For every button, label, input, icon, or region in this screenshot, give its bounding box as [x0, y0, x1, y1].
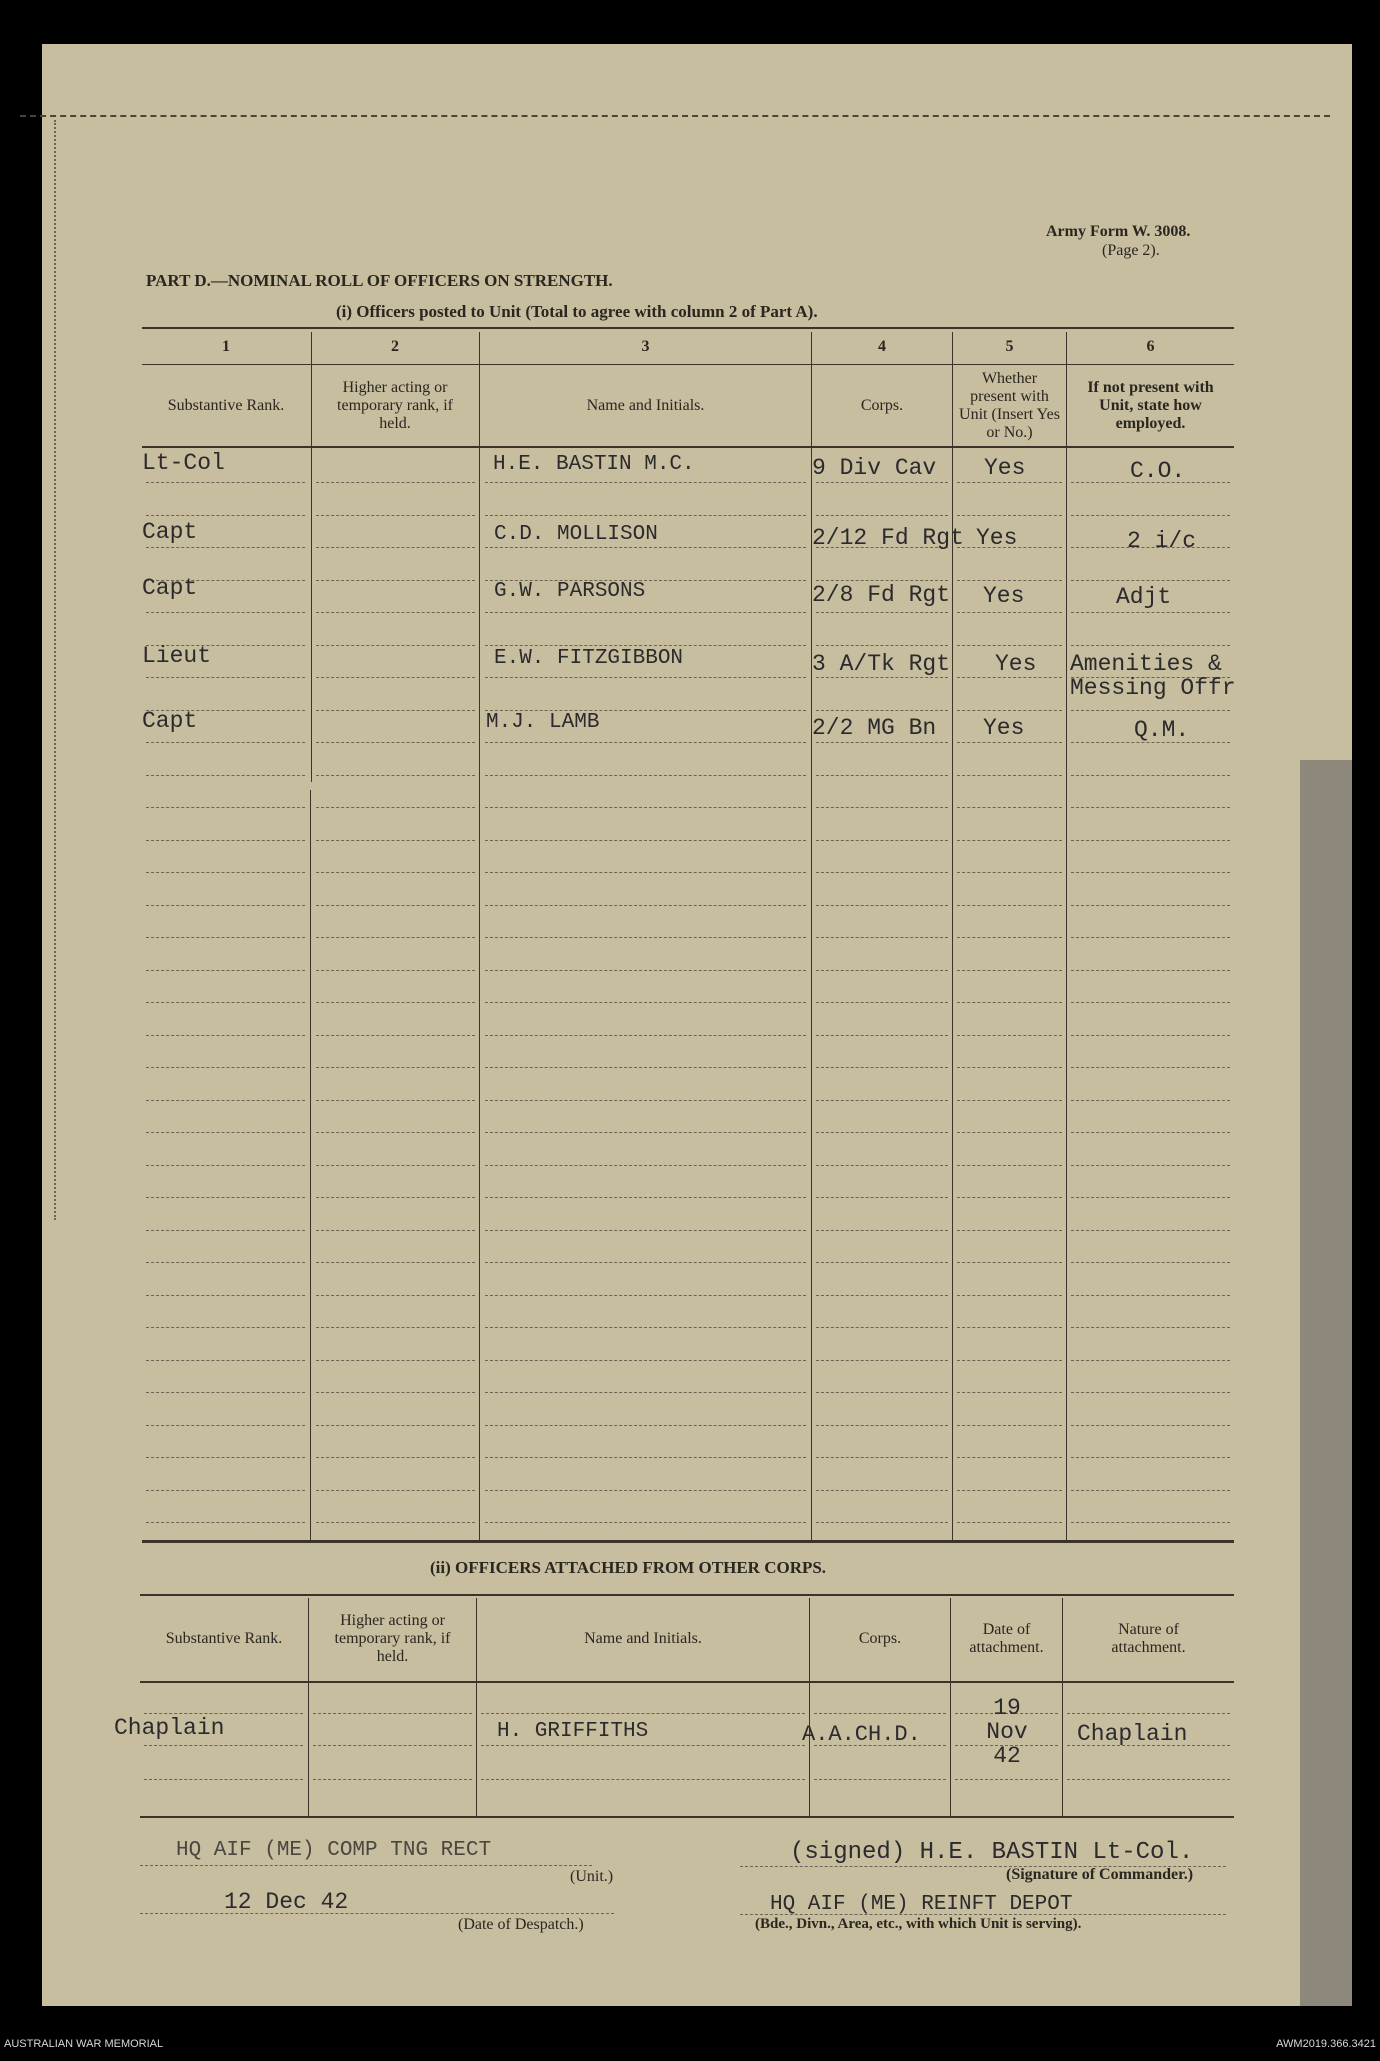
- row2-rank: Capt: [142, 519, 198, 545]
- table1-rule: [316, 1165, 475, 1166]
- table1-rule: [957, 872, 1062, 873]
- table1-rule: [316, 1230, 475, 1231]
- table1-rule: [485, 1490, 806, 1491]
- table1-rule: [816, 1165, 948, 1166]
- row3-name: G.W. PARSONS: [494, 580, 646, 603]
- table1-header-rule: [142, 446, 1234, 448]
- table1-rule: [816, 1132, 948, 1133]
- table1-rule: [316, 580, 475, 581]
- table1-rule: [816, 677, 948, 678]
- table1-rule: [957, 1100, 1062, 1101]
- table1-rule: [957, 1197, 1062, 1198]
- table1-rule: [1071, 1360, 1230, 1361]
- table1-vline-4: [952, 332, 953, 1540]
- row2-employed: 2 i/c: [1127, 528, 1197, 554]
- table1-rule: [146, 1262, 305, 1263]
- table1-rule: [957, 515, 1062, 516]
- table1-rule: [816, 1002, 948, 1003]
- t2-header-higher-rank: Higher acting or temporary rank, if held.: [334, 1612, 451, 1665]
- table1-rule: [146, 905, 305, 906]
- table1-rule: [816, 612, 948, 613]
- t2-header-nature: Nature of attachment.: [1111, 1621, 1186, 1656]
- table1-rule: [816, 937, 948, 938]
- table1-vline-2: [479, 332, 480, 1540]
- col-number-1: 1: [222, 338, 230, 355]
- table1-rule: [816, 1100, 948, 1101]
- table2-bottom-rule: [140, 1816, 1234, 1818]
- table1-rule: [816, 807, 948, 808]
- table1-rule: [485, 1262, 806, 1263]
- header-present: Whether present with Unit (Insert Yes or No.): [959, 370, 1060, 441]
- row3-present: Yes: [983, 583, 1025, 609]
- table1-rule: [316, 807, 475, 808]
- right-shadow: [1300, 760, 1352, 2006]
- table1-rule: [1071, 1327, 1230, 1328]
- table1-rule: [485, 1002, 806, 1003]
- table2-rule: [144, 1779, 303, 1780]
- table2-header-rule: [140, 1681, 1234, 1683]
- table1-rule: [816, 1457, 948, 1458]
- table1-rule: [316, 775, 475, 776]
- table1-rule: [485, 677, 806, 678]
- table1-rule: [316, 1490, 475, 1491]
- table1-rule: [816, 970, 948, 971]
- row4-employed: Amenities & Messing Offr: [1070, 651, 1236, 701]
- table1-number-rule: [142, 364, 1234, 365]
- table1-rule: [485, 482, 806, 483]
- table1-rule: [316, 872, 475, 873]
- col-number-2: 2: [391, 338, 399, 355]
- table1-rule: [1071, 1035, 1230, 1036]
- despatch-date-label: (Date of Despatch.): [458, 1916, 584, 1933]
- table2-rule: [814, 1713, 946, 1714]
- table2-rule: [313, 1713, 472, 1714]
- table1-rule: [816, 515, 948, 516]
- table1-rule: [1071, 1490, 1230, 1491]
- row3-corps: 2/8 Fd Rgt: [812, 582, 951, 608]
- table1-rule: [146, 807, 305, 808]
- t2-row1-corps: A.A.CH.D.: [802, 1722, 921, 1747]
- row2-corps: 2/12 Fd Rgt: [812, 525, 964, 551]
- table1-rule: [146, 547, 305, 548]
- table1-rule: [485, 742, 806, 743]
- t2-row1-date: 19 Nov 42: [986, 1695, 1028, 1769]
- unit-label: (Unit.): [570, 1868, 614, 1885]
- row5-rank: Capt: [142, 708, 198, 734]
- table1-rule: [316, 1295, 475, 1296]
- table1-rule: [146, 1002, 305, 1003]
- table2-rule: [144, 1713, 303, 1714]
- table1-rule: [316, 840, 475, 841]
- table1-rule: [146, 482, 305, 483]
- header-corps: Corps.: [860, 397, 904, 414]
- table1-rule: [316, 1425, 475, 1426]
- table1-rule: [316, 1262, 475, 1263]
- table2-rule: [313, 1745, 472, 1746]
- perforation-line: [20, 115, 1330, 117]
- table1-rule: [146, 612, 305, 613]
- table1-rule: [146, 1490, 305, 1491]
- table1-rule: [957, 807, 1062, 808]
- table1-rule: [816, 645, 948, 646]
- table1-rule: [316, 1132, 475, 1133]
- table1-rule: [485, 1457, 806, 1458]
- table1-rule: [316, 1100, 475, 1101]
- table1-rule: [316, 1392, 475, 1393]
- table1-rule: [316, 970, 475, 971]
- table1-rule: [1071, 905, 1230, 906]
- table1-rule: [485, 1165, 806, 1166]
- table1-rule: [316, 677, 475, 678]
- table1-rule: [146, 1197, 305, 1198]
- table1-rule: [957, 677, 1062, 678]
- row4-corps: 3 A/Tk Rgt: [812, 651, 951, 677]
- table1-rule: [957, 775, 1062, 776]
- table1-rule: [1071, 515, 1230, 516]
- table1-rule: [816, 1327, 948, 1328]
- row1-present: Yes: [984, 455, 1026, 481]
- row3-employed: Adjt: [1116, 584, 1172, 610]
- table1-rule: [1071, 1197, 1230, 1198]
- table1-rule: [146, 937, 305, 938]
- table1-rule: [816, 1360, 948, 1361]
- table1-rule: [316, 1002, 475, 1003]
- table1-rule: [146, 1522, 305, 1523]
- table1-rule: [146, 742, 305, 743]
- table1-rule: [146, 1230, 305, 1231]
- table1-rule: [816, 840, 948, 841]
- row4-name: E.W. FITZGIBBON: [494, 647, 684, 670]
- table1-rule: [957, 1002, 1062, 1003]
- table1-rule: [316, 1197, 475, 1198]
- section2-title: (ii) OFFICERS ATTACHED FROM OTHER CORPS.: [430, 1558, 827, 1577]
- unit-rule: [140, 1865, 592, 1866]
- table1-bottom-rule: [142, 1540, 1234, 1543]
- table1-rule: [146, 872, 305, 873]
- table1-rule: [957, 580, 1062, 581]
- t2-header-corps: Corps.: [858, 1630, 902, 1647]
- table1-rule: [957, 1457, 1062, 1458]
- row5-name: M.J. LAMB: [486, 711, 600, 734]
- table1-rule: [485, 840, 806, 841]
- table1-rule: [957, 645, 1062, 646]
- table1-rule: [485, 1197, 806, 1198]
- table1-rule: [316, 1457, 475, 1458]
- col-number-5: 5: [1005, 338, 1014, 355]
- table1-rule: [316, 612, 475, 613]
- t2-header-date: Date of attachment.: [969, 1621, 1044, 1656]
- table1-rule: [957, 937, 1062, 938]
- table1-rule: [485, 1035, 806, 1036]
- table1-rule: [316, 1360, 475, 1361]
- table1-rule: [146, 1327, 305, 1328]
- table1-rule: [957, 1522, 1062, 1523]
- bde-rule: [740, 1914, 1226, 1915]
- table1-rule: [316, 1327, 475, 1328]
- table1-rule: [485, 1295, 806, 1296]
- table1-rule: [816, 742, 948, 743]
- table2-rule: [481, 1713, 805, 1714]
- table1-rule: [1071, 1262, 1230, 1263]
- table1-top-rule: [142, 327, 1234, 329]
- table1-rule: [146, 970, 305, 971]
- table1-rule: [485, 937, 806, 938]
- table1-rule: [1071, 645, 1230, 646]
- table2-rule: [1067, 1713, 1230, 1714]
- table1-rule: [485, 515, 806, 516]
- row5-present: Yes: [983, 715, 1025, 741]
- table1-rule: [485, 612, 806, 613]
- table1-rule: [485, 1522, 806, 1523]
- header-name-initials: Name and Initials.: [586, 397, 705, 414]
- table1-rule: [957, 710, 1062, 711]
- table1-rule: [1071, 710, 1230, 711]
- table1-rule: [316, 710, 475, 711]
- row5-corps: 2/2 MG Bn: [812, 715, 937, 741]
- table1-rule: [146, 1457, 305, 1458]
- table2-rule: [481, 1779, 805, 1780]
- table1-rule: [816, 905, 948, 906]
- table1-rule: [816, 710, 948, 711]
- col-number-3: 3: [641, 338, 650, 355]
- unit-value: HQ AIF (ME) COMP TNG RECT: [176, 1839, 492, 1862]
- t2-header-rank: Substantive Rank.: [165, 1630, 283, 1647]
- table1-rule: [816, 1392, 948, 1393]
- table1-rule: [485, 1425, 806, 1426]
- table1-rule: [816, 872, 948, 873]
- table1-rule: [816, 1067, 948, 1068]
- table1-vline-1b: [310, 790, 311, 1540]
- table1-rule: [1071, 580, 1230, 581]
- table1-rule: [316, 905, 475, 906]
- table1-rule: [957, 840, 1062, 841]
- table1-rule: [1071, 970, 1230, 971]
- header-higher-rank: Higher acting or temporary rank, if held.: [337, 379, 453, 432]
- table1-rule: [485, 1392, 806, 1393]
- table1-vline-5: [1066, 332, 1067, 1540]
- despatch-date-value: 12 Dec 42: [224, 1889, 349, 1915]
- table1-rule: [816, 1230, 948, 1231]
- table1-rule: [146, 1165, 305, 1166]
- table1-rule: [957, 1165, 1062, 1166]
- row5-employed: Q.M.: [1134, 717, 1190, 743]
- table2-rule: [313, 1779, 472, 1780]
- table1-rule: [957, 1360, 1062, 1361]
- table1-rule: [146, 677, 305, 678]
- row2-name: C.D. MOLLISON: [494, 523, 658, 546]
- despatch-date-rule: [140, 1913, 614, 1914]
- table1-rule: [1071, 840, 1230, 841]
- table1-rule: [485, 1230, 806, 1231]
- left-perforation: [54, 120, 56, 1220]
- table1-rule: [1071, 1392, 1230, 1393]
- table1-rule: [485, 872, 806, 873]
- row2-present: Yes: [976, 525, 1018, 551]
- table1-rule: [957, 612, 1062, 613]
- table1-rule: [316, 1035, 475, 1036]
- table2-rule: [955, 1779, 1058, 1780]
- row1-corps: 9 Div Cav: [812, 455, 937, 481]
- table1-rule: [957, 1425, 1062, 1426]
- table1-rule: [816, 1490, 948, 1491]
- table1-rule: [485, 1067, 806, 1068]
- t2-header-name: Name and Initials.: [584, 1630, 702, 1647]
- table2-rule: [1067, 1779, 1230, 1780]
- table1-rule: [957, 742, 1062, 743]
- table1-rule: [957, 970, 1062, 971]
- table1-rule: [816, 1522, 948, 1523]
- table1-rule: [1071, 1230, 1230, 1231]
- table1-rule: [316, 1522, 475, 1523]
- table1-rule: [816, 1295, 948, 1296]
- credit-right: AWM2019.366.3421: [1276, 2038, 1376, 2050]
- table1-rule: [1071, 1165, 1230, 1166]
- header-substantive-rank: Substantive Rank.: [167, 397, 285, 414]
- table1-rule: [1071, 612, 1230, 613]
- table1-rule: [146, 1035, 305, 1036]
- table1-rule: [816, 482, 948, 483]
- table1-rule: [485, 1360, 806, 1361]
- table1-rule: [1071, 1295, 1230, 1296]
- table1-rule: [1071, 1002, 1230, 1003]
- table1-rule: [485, 1132, 806, 1133]
- row1-name: H.E. BASTIN M.C.: [493, 453, 695, 476]
- table1-rule: [1071, 775, 1230, 776]
- bde-value: HQ AIF (ME) REINFT DEPOT: [770, 1893, 1073, 1916]
- table1-vline-3: [811, 332, 812, 1540]
- table1-rule: [1071, 872, 1230, 873]
- table1-rule: [485, 1327, 806, 1328]
- table1-rule: [816, 1035, 948, 1036]
- table1-rule: [146, 1392, 305, 1393]
- table1-rule: [816, 580, 948, 581]
- row4-present: Yes: [995, 651, 1037, 677]
- table1-rule: [816, 1425, 948, 1426]
- table2-rule: [814, 1779, 946, 1780]
- table1-rule: [485, 970, 806, 971]
- table1-rule: [1071, 1522, 1230, 1523]
- section1-title: (i) Officers posted to Unit (Total to agree with column 2 of Part A).: [336, 302, 818, 321]
- row1-rank: Lt-Col: [142, 450, 225, 476]
- row4-rank: Lieut: [142, 643, 212, 669]
- table1-rule: [1071, 807, 1230, 808]
- col-number-4: 4: [878, 338, 886, 355]
- table1-rule: [146, 1360, 305, 1361]
- table1-rule: [957, 1067, 1062, 1068]
- table1-rule: [485, 905, 806, 906]
- table1-rule: [485, 547, 806, 548]
- signature-label: (Signature of Commander.): [1006, 1866, 1194, 1883]
- table1-rule: [146, 1295, 305, 1296]
- table1-rule: [1071, 1100, 1230, 1101]
- table1-rule: [957, 1262, 1062, 1263]
- form-page: (Page 2).: [1102, 242, 1160, 259]
- table1-rule: [146, 775, 305, 776]
- part-title: PART D.—NOMINAL ROLL OF OFFICERS ON STRENGTH.: [146, 271, 613, 290]
- table1-rule: [957, 1132, 1062, 1133]
- table1-rule: [957, 1490, 1062, 1491]
- t2-row1-rank: Chaplain: [114, 1715, 225, 1741]
- bde-label: (Bde., Divn., Area, etc., with which Unit is serving).: [755, 1916, 1082, 1932]
- table1-rule: [316, 742, 475, 743]
- table1-rule: [485, 807, 806, 808]
- signature-value: (signed) H.E. BASTIN Lt-Col.: [790, 1839, 1194, 1866]
- table1-rule: [957, 1295, 1062, 1296]
- table1-rule: [146, 840, 305, 841]
- table1-rule: [316, 937, 475, 938]
- table2-rule: [481, 1745, 805, 1746]
- table1-rule: [957, 905, 1062, 906]
- table1-rule: [816, 1197, 948, 1198]
- table1-rule: [485, 775, 806, 776]
- table1-rule: [1071, 1457, 1230, 1458]
- table1-rule: [816, 1262, 948, 1263]
- table1-rule: [1071, 1425, 1230, 1426]
- table1-rule: [146, 1132, 305, 1133]
- table1-rule: [146, 1067, 305, 1068]
- table1-rule: [146, 515, 305, 516]
- table1-rule: [316, 645, 475, 646]
- t2-row1-nature: Chaplain: [1077, 1721, 1188, 1747]
- table1-rule: [485, 645, 806, 646]
- col-number-6: 6: [1146, 338, 1155, 355]
- table1-rule: [316, 515, 475, 516]
- row3-rank: Capt: [142, 575, 198, 601]
- table2-top-rule: [140, 1594, 1234, 1596]
- table1-rule: [485, 1100, 806, 1101]
- row1-employed: C.O.: [1130, 458, 1186, 484]
- table1-rule: [316, 1067, 475, 1068]
- t2-row1-name: H. GRIFFITHS: [497, 1720, 649, 1743]
- table1-rule: [957, 1327, 1062, 1328]
- table1-rule: [316, 482, 475, 483]
- table1-rule: [146, 1425, 305, 1426]
- table1-rule: [316, 547, 475, 548]
- header-employed: If not present with Unit, state how employed.: [1087, 379, 1214, 432]
- credit-left: AUSTRALIAN WAR MEMORIAL: [4, 2038, 164, 2050]
- table1-rule: [957, 1035, 1062, 1036]
- table2-rule: [144, 1745, 303, 1746]
- table1-rule: [146, 1100, 305, 1101]
- table1-rule: [957, 1230, 1062, 1231]
- table1-rule: [1071, 1132, 1230, 1133]
- table1-rule: [957, 482, 1062, 483]
- table1-rule: [816, 775, 948, 776]
- table1-rule: [1071, 937, 1230, 938]
- table1-rule: [1071, 1067, 1230, 1068]
- table1-rule: [957, 1392, 1062, 1393]
- form-number: Army Form W. 3008.: [1046, 223, 1191, 240]
